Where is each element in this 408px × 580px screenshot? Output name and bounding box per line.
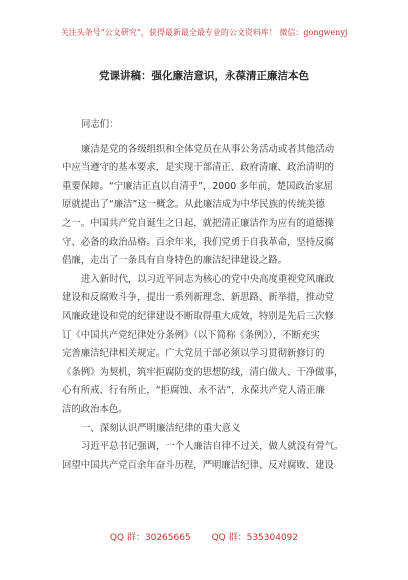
body-line: 原就提出了“廉洁”这一概念。从此廉洁成为中华民族的传统美德 xyxy=(62,199,325,211)
footer-qq-group-2: QQ 群：535304092 xyxy=(211,533,299,543)
body-line: 廉洁是党的各级组织和全体党员在从事公务活动或者其他活动 xyxy=(81,143,335,155)
body-line: 倡廉，走出了一条具有自身特色的廉洁纪律建设之路。 xyxy=(62,255,288,267)
footer-qq-groups xyxy=(0,530,408,543)
body-line: 建设和反腐败斗争，提出一系列新理念、新思路、新举措，推动党 xyxy=(62,292,334,304)
document-body xyxy=(62,116,352,475)
salutation: 同志们： xyxy=(81,119,119,130)
body-line: 风廉政建设和党的纪律建设不断取得重大成效，特别是先后三次修 xyxy=(62,310,334,322)
body-line: 洁的政治本色。 xyxy=(62,403,128,415)
body-line: 中应当遵守的基本要求，是实现干部清正、政府清廉、政治清明的 xyxy=(62,162,334,174)
document-title: 党课讲稿：强化廉洁意识，永葆清正廉洁本色 xyxy=(99,70,309,82)
section-heading: 一、深刻认识严明廉洁纪律的重大意义 xyxy=(81,422,241,434)
body-line: 守、必备的政治品格。百余年来，我们党勇于自我革命，坚持反腐 xyxy=(62,236,334,248)
body-line: 之一。中国共产党自诞生之日起，就把清正廉洁作为应有的道德操 xyxy=(62,217,334,229)
body-line: 习近平总书记强调，一个人廉洁自律不过关，做人就没有骨气。 xyxy=(81,441,344,453)
body-line: 心有所戒、行有所止，“拒腐蚀、永不沾”，永葆共产党人清正廉 xyxy=(62,385,325,397)
body-line: 订《中国共产党纪律处分条例》（以下简称《条例》），不断充实 xyxy=(62,329,320,341)
body-line: 《条例》为契机，筑牢拒腐防变的思想防线，清白做人、干净做事， xyxy=(62,366,344,378)
footer-qq-group-1: QQ 群：30265665 xyxy=(109,533,191,543)
body-line: 完善廉洁纪律相关规定。广大党员干部必须以学习贯彻新修订的 xyxy=(62,348,325,360)
header-note: 关注头条号“公文研究”，获得最新最全最专业的公文资料库！ 微信：gongwenyj xyxy=(60,28,348,37)
body-line: 进入新时代，以习近平同志为核心的党中央高度重视党风廉政 xyxy=(81,273,335,285)
body-line: 回望中国共产党百余年奋斗历程，严明廉洁纪律、反对腐败、建设 xyxy=(62,459,334,471)
body-line: 重要保障。“宁廉洁正直以自清乎”，2000 多年前，楚国政治家屈 xyxy=(62,180,333,192)
